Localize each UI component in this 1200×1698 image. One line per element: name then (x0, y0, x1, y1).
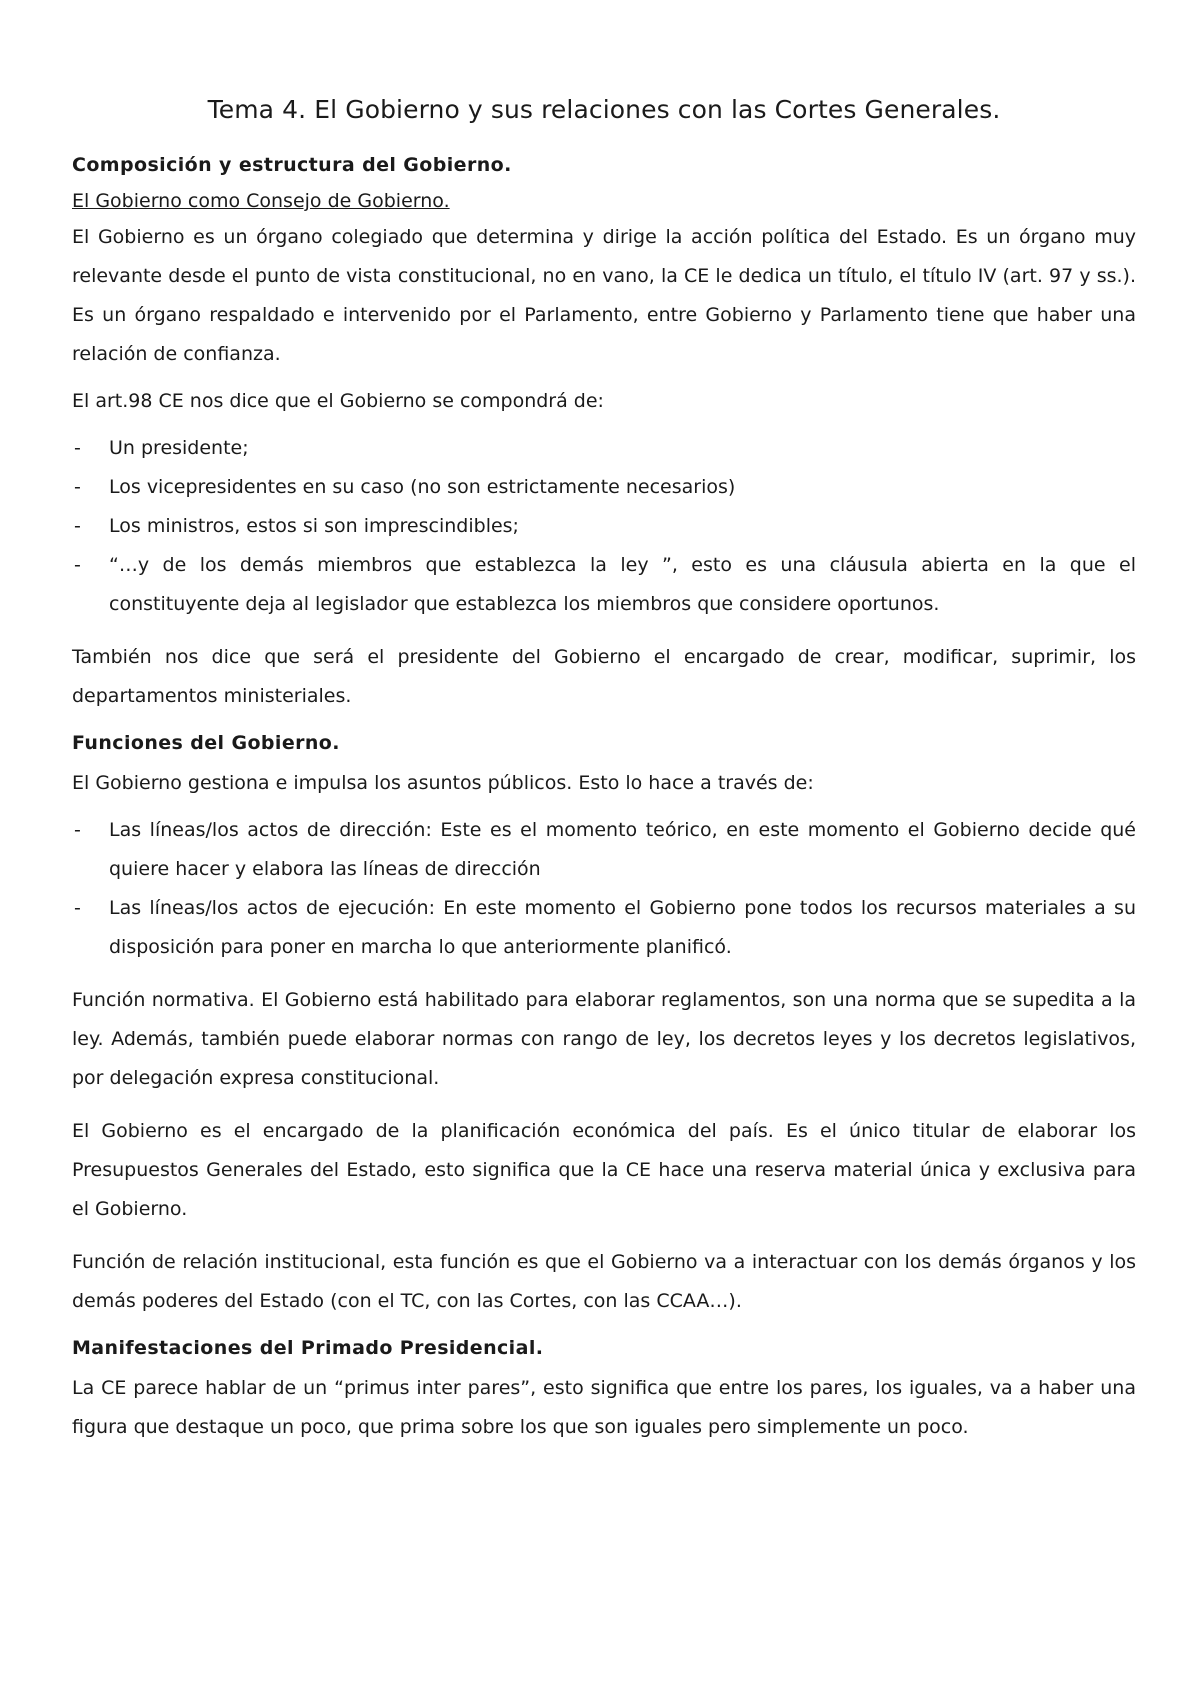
list-item: - Los vicepresidentes en su caso (no son estrictamente necesarios) (72, 468, 1136, 507)
subheading-consejo-de-gobierno: El Gobierno como Consejo de Gobierno. (72, 190, 450, 212)
paragraph: El art.98 CE nos dice que el Gobierno se compondrá de: (72, 390, 604, 412)
list-item: - “…y de los demás miembros que establezca la ley ”, esto es una cláusula abierta en la que el constituyente deja al legislador que establezca los miembros que considere oportunos. (72, 546, 1136, 624)
section-heading-primado-presidencial: Manifestaciones del Primado Presidencial. (72, 1337, 544, 1359)
composition-list (72, 429, 1136, 624)
section-heading-funciones: Funciones del Gobierno. (72, 732, 340, 754)
list-item: - Un presidente; (72, 429, 1136, 468)
paragraph: También nos dice que será el presidente del Gobierno el encargado de crear, modificar, suprimir, los departamentos ministeriales. (72, 646, 1136, 707)
list-item: - Las líneas/los actos de dirección: Este es el momento teórico, en este momento el Gobierno decide qué quiere hacer y elabora las líneas de dirección (72, 811, 1136, 889)
paragraph: La CE parece hablar de un “primus inter pares”, esto significa que entre los pares, los iguales, va a haber una figura que destaque un poco, que prima sobre los que son iguales pero simplemente un poco. (72, 1377, 1136, 1438)
list-item: - Los ministros, estos si son imprescindibles; (72, 507, 1136, 546)
document-title: Tema 4. El Gobierno y sus relaciones con las Cortes Generales. (207, 95, 1001, 124)
paragraph: El Gobierno es el encargado de la planificación económica del país. Es el único titular de elaborar los Presupuestos Generales del Estado, esto significa que la CE hace una reserva material única y exclusiva para el Gobierno. (72, 1120, 1136, 1220)
functions-list (72, 811, 1136, 967)
paragraph: El Gobierno gestiona e impulsa los asuntos públicos. Esto lo hace a través de: (72, 772, 814, 794)
document-page (72, 92, 1136, 1461)
section-heading-composicion: Composición y estructura del Gobierno. (72, 154, 512, 176)
paragraph: Función normativa. El Gobierno está habilitado para elaborar reglamentos, son una norma que se supedita a la ley. Además, también puede elaborar normas con rango de ley, los decretos leyes y los decretos legislativos, por delegación expresa constitucional. (72, 989, 1136, 1089)
paragraph: Función de relación institucional, esta función es que el Gobierno va a interactuar con los demás órganos y los demás poderes del Estado (con el TC, con las Cortes, con las CCAA…). (72, 1251, 1136, 1312)
paragraph: El Gobierno es un órgano colegiado que determina y dirige la acción política del Estado. Es un órgano muy relevante desde el punto de vista constitucional, no en vano, la CE le dedica un título, el título IV (art. 97 y ss.). Es un órgano respaldado e intervenido por el Parlamento, entre Gobierno y Parlamento tiene que haber una relación de confianza. (72, 226, 1136, 365)
list-item: - Las líneas/los actos de ejecución: En este momento el Gobierno pone todos los recursos materiales a su disposición para poner en marcha lo que anteriormente planificó. (72, 889, 1136, 967)
